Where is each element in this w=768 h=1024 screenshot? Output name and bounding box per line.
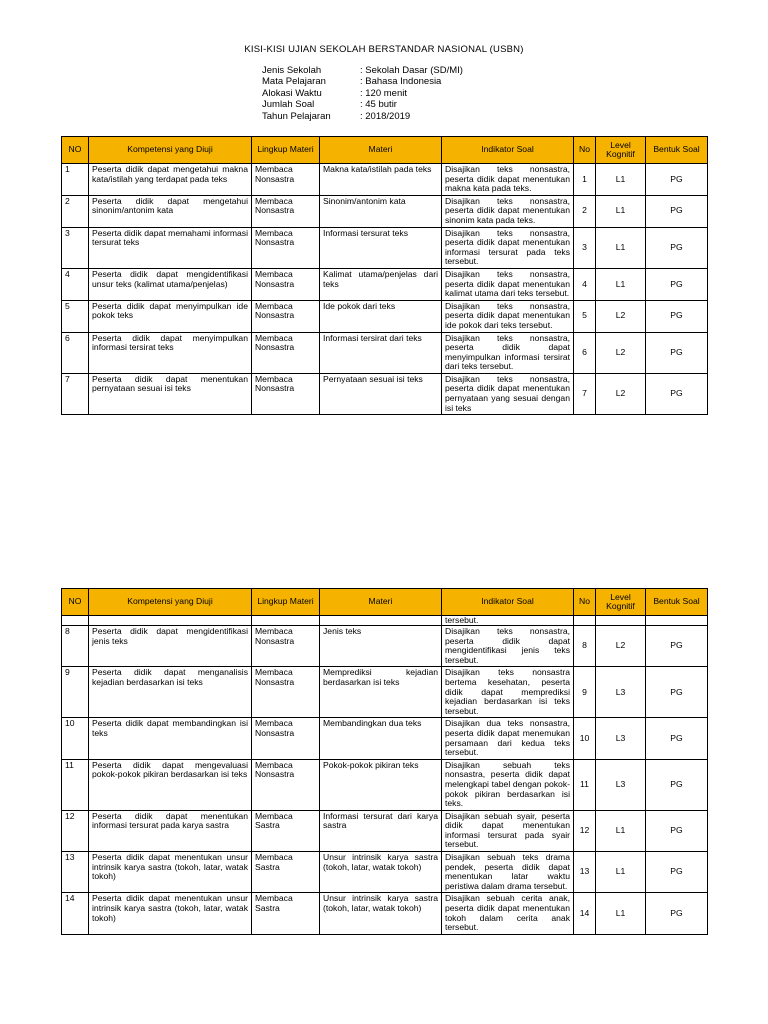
cell-lingkup-materi: Membaca Nonsastra bbox=[252, 300, 320, 332]
cell-materi: Ide pokok dari teks bbox=[320, 300, 442, 332]
cell-lingkup-materi: Membaca Nonsastra bbox=[252, 718, 320, 759]
cell-kompetensi: Peserta didik dapat mengidentifikasi unsur teks (kalimat utama/penjelas) bbox=[89, 268, 252, 300]
cell-kompetensi: Peserta didik dapat mengevaluasi pokok-pokok pikiran berdasarkan isi teks bbox=[89, 759, 252, 810]
info-row bbox=[262, 65, 463, 76]
cell-materi: Informasi tersirat dari teks bbox=[320, 332, 442, 373]
continuation-cell bbox=[89, 616, 252, 626]
cell-bentuk-soal: PG bbox=[646, 332, 708, 373]
cell-no-soal: 5 bbox=[574, 300, 596, 332]
cell-kompetensi: Peserta didik dapat mengetahui makna kata/istilah yang terdapat pada teks bbox=[89, 164, 252, 196]
cell-bentuk-soal: PG bbox=[646, 626, 708, 667]
cell-no-soal: 7 bbox=[574, 373, 596, 414]
header-materi: Materi bbox=[320, 589, 442, 616]
continuation-cell bbox=[252, 616, 320, 626]
cell-lingkup-materi: Membaca Sastra bbox=[252, 810, 320, 851]
cell-no-soal: 9 bbox=[574, 667, 596, 718]
document-title: KISI-KISI UJIAN SEKOLAH BERSTANDAR NASIONAL (USBN) bbox=[244, 44, 524, 55]
cell-bentuk-soal: PG bbox=[646, 718, 708, 759]
cell-materi: Membandingkan dua teks bbox=[320, 718, 442, 759]
table-row bbox=[62, 164, 708, 196]
cell-materi: Pokok-pokok pikiran teks bbox=[320, 759, 442, 810]
header-kompetensi: Kompetensi yang Diuji bbox=[89, 589, 252, 616]
table-row bbox=[62, 195, 708, 227]
header-lingkup-materi: Lingkup Materi bbox=[252, 137, 320, 164]
cell-indikator-soal: Disajikan sebuah teks nonsastra, peserta didik dapat melengkapi tabel dengan pokok-pokok pikiran berdasarkan isi teks. bbox=[442, 759, 574, 810]
cell-level-kognitif: L1 bbox=[596, 893, 646, 934]
cell-lingkup-materi: Membaca Nonsastra bbox=[252, 759, 320, 810]
table-row bbox=[62, 300, 708, 332]
table-row bbox=[62, 718, 708, 759]
cell-no-soal: 8 bbox=[574, 626, 596, 667]
info-value: : Sekolah Dasar (SD/MI) bbox=[360, 65, 463, 76]
cell-bentuk-soal: PG bbox=[646, 810, 708, 851]
cell-no-soal: 3 bbox=[574, 227, 596, 268]
continuation-cell bbox=[62, 616, 89, 626]
table-header-row bbox=[62, 589, 708, 616]
table-body-1 bbox=[62, 164, 708, 415]
cell-level-kognitif: L1 bbox=[596, 810, 646, 851]
cell-lingkup-materi: Membaca Nonsastra bbox=[252, 373, 320, 414]
info-value: : 2018/2019 bbox=[360, 110, 411, 122]
info-value: : Bahasa Indonesia bbox=[360, 76, 442, 88]
cell-no: 2 bbox=[62, 195, 89, 227]
table-row bbox=[62, 667, 708, 718]
cell-materi: Memprediksi kejadian berdasarkan isi teks bbox=[320, 667, 442, 718]
table-row bbox=[62, 759, 708, 810]
cell-indikator-soal: Disajikan sebuah cerita anak, peserta didik dapat menentukan tokoh dalam cerita anak tersebut. bbox=[442, 893, 574, 934]
cell-no: 3 bbox=[62, 227, 89, 268]
header-bentuk-soal: Bentuk Soal bbox=[646, 589, 708, 616]
cell-bentuk-soal: PG bbox=[646, 227, 708, 268]
cell-kompetensi: Peserta didik dapat menentukan unsur intrinsik karya sastra (tokoh, latar, watak tokoh) bbox=[89, 852, 252, 893]
cell-no: 1 bbox=[62, 164, 89, 196]
header-level-kognitif: Level Kognitif bbox=[596, 589, 646, 616]
cell-indikator-soal: Disajikan teks nonsastra, peserta didik dapat menentukan sinonim kata pada teks. bbox=[442, 195, 574, 227]
cell-level-kognitif: L2 bbox=[596, 626, 646, 667]
cell-kompetensi: Peserta didik dapat menyimpulkan ide pokok teks bbox=[89, 300, 252, 332]
cell-materi: Unsur intrinsik karya sastra (tokoh, latar, watak tokoh) bbox=[320, 852, 442, 893]
table-row bbox=[62, 332, 708, 373]
cell-level-kognitif: L3 bbox=[596, 718, 646, 759]
cell-bentuk-soal: PG bbox=[646, 373, 708, 414]
info-row bbox=[262, 99, 463, 110]
cell-materi: Sinonim/antonim kata bbox=[320, 195, 442, 227]
cell-kompetensi: Peserta didik dapat menyimpulkan informasi tersirat teks bbox=[89, 332, 252, 373]
cell-no: 5 bbox=[62, 300, 89, 332]
cell-bentuk-soal: PG bbox=[646, 268, 708, 300]
cell-no: 7 bbox=[62, 373, 89, 414]
cell-no: 9 bbox=[62, 667, 89, 718]
cell-indikator-soal: Disajikan teks nonsastra, peserta didik dapat menentukan informasi tersurat pada teks tersebut. bbox=[442, 227, 574, 268]
cell-level-kognitif: L1 bbox=[596, 268, 646, 300]
cell-no: 4 bbox=[62, 268, 89, 300]
cell-lingkup-materi: Membaca Sastra bbox=[252, 852, 320, 893]
cell-indikator-soal: Disajikan teks nonsastra, peserta didik dapat menentukan makna kata pada teks. bbox=[442, 164, 574, 196]
cell-bentuk-soal: PG bbox=[646, 893, 708, 934]
header-indikator-soal: Indikator Soal bbox=[442, 137, 574, 164]
cell-no-soal: 4 bbox=[574, 268, 596, 300]
cell-kompetensi: Peserta didik dapat mengetahui sinonim/antonim kata bbox=[89, 195, 252, 227]
cell-no-soal: 1 bbox=[574, 164, 596, 196]
cell-level-kognitif: L3 bbox=[596, 759, 646, 810]
info-label: Tahun Pelajaran bbox=[262, 110, 331, 122]
cell-lingkup-materi: Membaca Nonsastra bbox=[252, 667, 320, 718]
info-value: : 45 butir bbox=[360, 99, 397, 111]
cell-materi: Makna kata/istilah pada teks bbox=[320, 164, 442, 196]
cell-level-kognitif: L1 bbox=[596, 164, 646, 196]
table-body-2 bbox=[62, 616, 708, 935]
cell-kompetensi: Peserta didik dapat membandingkan isi teks bbox=[89, 718, 252, 759]
cell-kompetensi: Peserta didik dapat menentukan pernyataan sesuai isi teks bbox=[89, 373, 252, 414]
continuation-text: tersebut. bbox=[442, 616, 574, 626]
table-row bbox=[62, 227, 708, 268]
info-row bbox=[262, 111, 463, 122]
header-no: NO bbox=[62, 137, 89, 164]
cell-no-soal: 2 bbox=[574, 195, 596, 227]
cell-level-kognitif: L2 bbox=[596, 300, 646, 332]
info-label: Jenis Sekolah bbox=[262, 65, 322, 76]
cell-level-kognitif: L1 bbox=[596, 227, 646, 268]
cell-materi: Kalimat utama/penjelas dari teks bbox=[320, 268, 442, 300]
cell-indikator-soal: Disajikan teks nonsastra, peserta didik dapat menentukan pernyataan yang sesuai dengan isi teks bbox=[442, 373, 574, 414]
cell-level-kognitif: L2 bbox=[596, 332, 646, 373]
info-row bbox=[262, 88, 463, 99]
cell-indikator-soal: Disajikan teks nonsastra bertema kesehatan, peserta didik dapat memprediksi kejadian berdasarkan isi teks tersebut. bbox=[442, 667, 574, 718]
document-info bbox=[262, 65, 463, 122]
kisi-kisi-table-1 bbox=[61, 136, 708, 415]
info-value: : 120 menit bbox=[360, 87, 407, 99]
cell-level-kognitif: L1 bbox=[596, 195, 646, 227]
cell-no: 10 bbox=[62, 718, 89, 759]
header-no-soal: No bbox=[574, 589, 596, 616]
cell-bentuk-soal: PG bbox=[646, 759, 708, 810]
cell-no-soal: 12 bbox=[574, 810, 596, 851]
cell-indikator-soal: Disajikan dua teks nonsastra, peserta didik dapat menemukan persamaan dari kedua teks tersebut. bbox=[442, 718, 574, 759]
cell-kompetensi: Peserta didik dapat menganalisis kejadian berdasarkan isi teks bbox=[89, 667, 252, 718]
info-row bbox=[262, 76, 463, 87]
cell-bentuk-soal: PG bbox=[646, 852, 708, 893]
cell-kompetensi: Peserta didik dapat mengidentifikasi jenis teks bbox=[89, 626, 252, 667]
cell-materi: Informasi tersurat teks bbox=[320, 227, 442, 268]
cell-kompetensi: Peserta didik dapat menentukan informasi tersurat pada karya sastra bbox=[89, 810, 252, 851]
continuation-cell bbox=[646, 616, 708, 626]
header-kompetensi: Kompetensi yang Diuji bbox=[89, 137, 252, 164]
cell-lingkup-materi: Membaca Nonsastra bbox=[252, 626, 320, 667]
cell-lingkup-materi: Membaca Nonsastra bbox=[252, 195, 320, 227]
cell-no: 13 bbox=[62, 852, 89, 893]
header-bentuk-soal: Bentuk Soal bbox=[646, 137, 708, 164]
table-row bbox=[62, 810, 708, 851]
cell-bentuk-soal: PG bbox=[646, 667, 708, 718]
cell-no: 8 bbox=[62, 626, 89, 667]
cell-materi: Pernyataan sesuai isi teks bbox=[320, 373, 442, 414]
header-no-soal: No bbox=[574, 137, 596, 164]
cell-no-soal: 11 bbox=[574, 759, 596, 810]
cell-indikator-soal: Disajikan sebuah syair, peserta didik dapat menentukan informasi tersurat pada syair tersebut. bbox=[442, 810, 574, 851]
table-row bbox=[62, 626, 708, 667]
cell-indikator-soal: Disajikan teks nonsastra, peserta didik dapat menentukan ide pokok dari teks tersebut. bbox=[442, 300, 574, 332]
cell-lingkup-materi: Membaca Nonsastra bbox=[252, 332, 320, 373]
table-header-row bbox=[62, 137, 708, 164]
table-row bbox=[62, 268, 708, 300]
cell-no-soal: 6 bbox=[574, 332, 596, 373]
header-lingkup-materi: Lingkup Materi bbox=[252, 589, 320, 616]
cell-indikator-soal: Disajikan teks nonsastra, peserta didik dapat menentukan kalimat utama dari teks tersebut. bbox=[442, 268, 574, 300]
table-row bbox=[62, 373, 708, 414]
cell-no-soal: 14 bbox=[574, 893, 596, 934]
continuation-cell bbox=[320, 616, 442, 626]
header-materi: Materi bbox=[320, 137, 442, 164]
continuation-cell bbox=[574, 616, 596, 626]
cell-level-kognitif: L1 bbox=[596, 852, 646, 893]
table-row bbox=[62, 893, 708, 934]
header-no: NO bbox=[62, 589, 89, 616]
info-label: Jumlah Soal bbox=[262, 99, 315, 111]
header-indikator-soal: Indikator Soal bbox=[442, 589, 574, 616]
cell-indikator-soal: Disajikan teks nonsastra, peserta didik dapat mengidentifikasi jenis teks tersebut. bbox=[442, 626, 574, 667]
continuation-row bbox=[62, 616, 708, 626]
cell-no: 11 bbox=[62, 759, 89, 810]
table-row bbox=[62, 852, 708, 893]
cell-level-kognitif: L2 bbox=[596, 373, 646, 414]
cell-no: 12 bbox=[62, 810, 89, 851]
info-label: Alokasi Waktu bbox=[262, 87, 322, 99]
cell-materi: Jenis teks bbox=[320, 626, 442, 667]
cell-bentuk-soal: PG bbox=[646, 195, 708, 227]
cell-lingkup-materi: Membaca Nonsastra bbox=[252, 164, 320, 196]
header-level-kognitif: Level Kognitif bbox=[596, 137, 646, 164]
cell-indikator-soal: Disajikan teks nonsastra, peserta didik dapat menyimpulkan informasi tersirat dari teks tersebut. bbox=[442, 332, 574, 373]
info-label: Mata Pelajaran bbox=[262, 76, 326, 88]
cell-no: 6 bbox=[62, 332, 89, 373]
kisi-kisi-table-2 bbox=[61, 588, 708, 935]
cell-kompetensi: Peserta didik dapat menentukan unsur intrinsik karya sastra (tokoh, latar, watak tokoh) bbox=[89, 893, 252, 934]
cell-materi: Unsur intrinsik karya sastra (tokoh, latar, watak tokoh) bbox=[320, 893, 442, 934]
cell-bentuk-soal: PG bbox=[646, 300, 708, 332]
cell-level-kognitif: L3 bbox=[596, 667, 646, 718]
cell-bentuk-soal: PG bbox=[646, 164, 708, 196]
cell-no-soal: 10 bbox=[574, 718, 596, 759]
cell-no-soal: 13 bbox=[574, 852, 596, 893]
cell-lingkup-materi: Membaca Nonsastra bbox=[252, 268, 320, 300]
cell-indikator-soal: Disajikan sebuah teks drama pendek, peserta didik dapat menentukan latar waktu peristiwa dalam drama tersebut. bbox=[442, 852, 574, 893]
cell-lingkup-materi: Membaca Nonsastra bbox=[252, 227, 320, 268]
cell-lingkup-materi: Membaca Sastra bbox=[252, 893, 320, 934]
continuation-cell bbox=[596, 616, 646, 626]
cell-no: 14 bbox=[62, 893, 89, 934]
cell-materi: Informasi tersurat dari karya sastra bbox=[320, 810, 442, 851]
cell-kompetensi: Peserta didik dapat memahami informasi tersurat teks bbox=[89, 227, 252, 268]
